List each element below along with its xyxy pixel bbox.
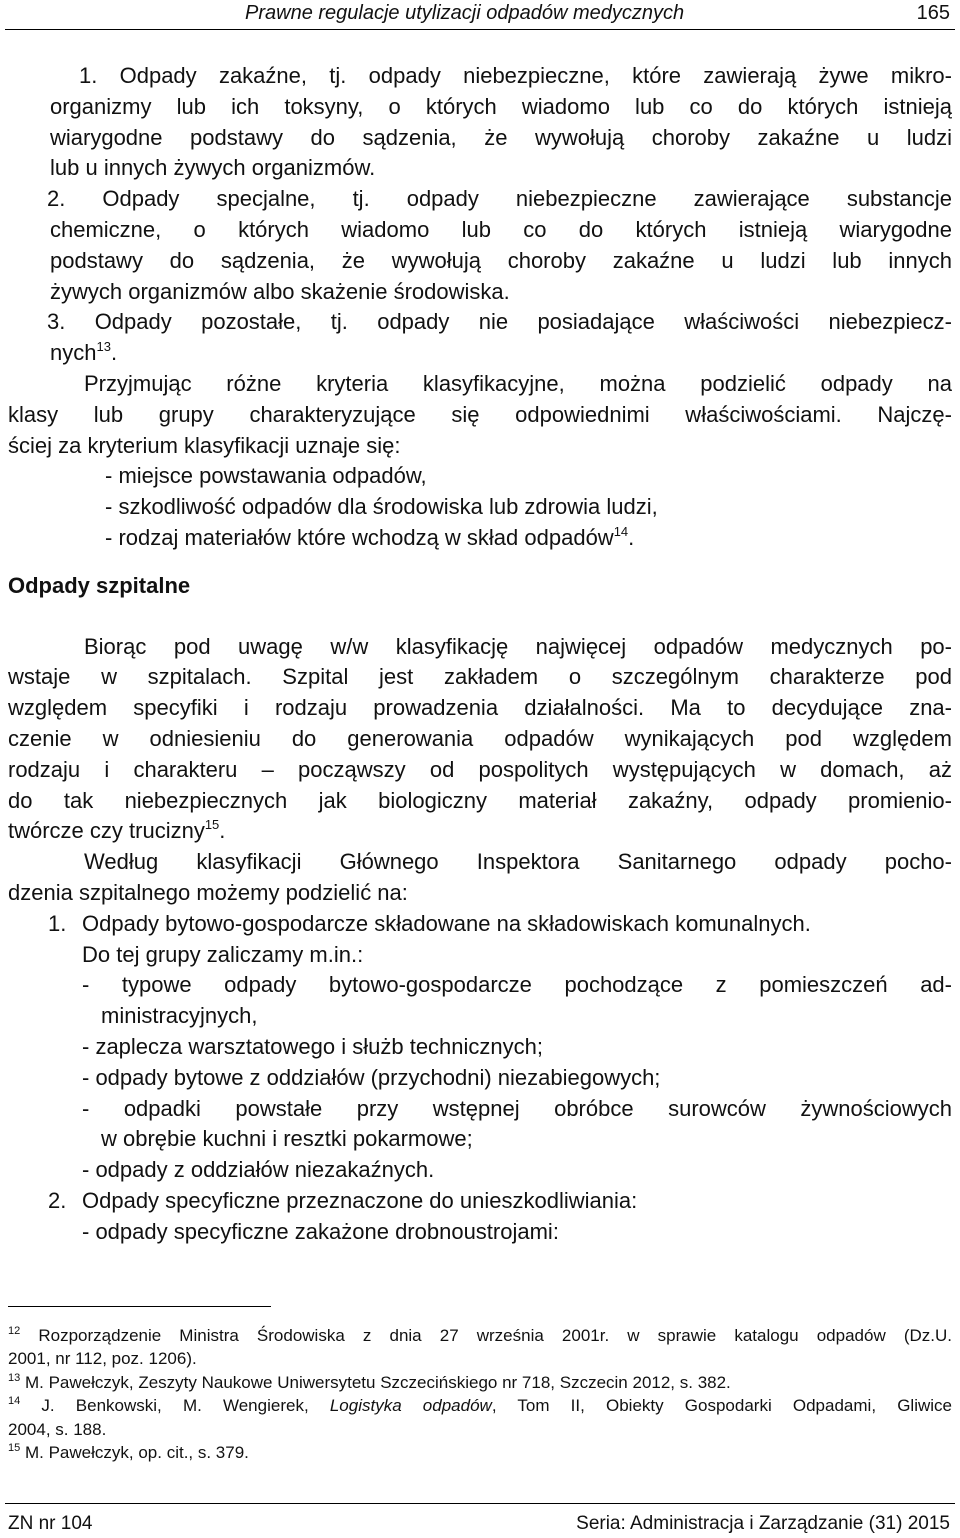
list-number: 2. xyxy=(48,1187,67,1213)
footnote-text: M. Pawełczyk, Zeszyty Naukowe Uniwersytetu Szczecińskiego nr 718, Szczecin 2012, s. 382. xyxy=(24,1372,731,1392)
footer-series: Seria: Administracja i Zarządzanie (31) 2015 xyxy=(576,1513,950,1534)
sub-item: - odpady z oddziałów niezakaźnych. xyxy=(82,1157,435,1183)
list-item xyxy=(47,307,952,369)
text-line: ściej za kryterium klasyfikacji uznaje się: xyxy=(8,432,401,458)
list-item xyxy=(105,523,952,554)
footnote-number: 15 xyxy=(8,1442,21,1455)
paragraph xyxy=(8,847,952,909)
sub-item xyxy=(82,970,952,1032)
text-line: Odpady bytowo-gospodarcze składowane na składowiskach komunalnych. xyxy=(82,910,811,936)
footnote-rule xyxy=(8,1306,271,1307)
text-fragment: . xyxy=(219,818,226,844)
header-rule xyxy=(5,29,955,30)
footnote-number: 14 xyxy=(8,1395,21,1408)
sub-item: - zaplecza warsztatowego i służb technicznych; xyxy=(82,1033,543,1059)
text-line: - typowe odpady bytowo-gospodarcze pochodzące z pomieszczeń ad- xyxy=(82,972,952,998)
text-line: w obrębie kuchni i resztki pokarmowe; xyxy=(101,1126,473,1152)
footnote xyxy=(8,1371,952,1394)
text-line: Odpady specyficzne przeznaczone do unieszkodliwiania: xyxy=(82,1187,638,1213)
text-line: względem specyfiki i rodzaju prowadzenia działalności. Ma to decydujące zna- xyxy=(8,695,952,721)
text-fragment: - rodzaj materiałów które wchodzą w skład odpadów xyxy=(105,524,614,550)
text-line: chemiczne, o których wiadomo lub co do których istnieją wiarygodne xyxy=(50,216,952,242)
text-line: rodzaju i charakteru – począwszy od pospolitych występujących w domach, aż xyxy=(8,756,952,782)
paragraph xyxy=(8,632,952,848)
text-line: do tak niebezpiecznych jak biologiczny materiał zakaźny, odpady promienio- xyxy=(8,787,952,813)
footnote-ref: 13 xyxy=(96,339,111,355)
text-line: klasy lub grupy charakteryzujące się odpowiednimi właściwościami. Najczę- xyxy=(8,401,952,427)
footnote-ref: 14 xyxy=(613,523,629,539)
footnote-text: 2001, nr 112, poz. 1206). xyxy=(8,1349,197,1369)
footnote-text: 2004, s. 188. xyxy=(8,1419,107,1439)
text-line xyxy=(8,816,952,847)
footnote-text: M. Pawełczyk, op. cit., s. 379. xyxy=(24,1443,249,1463)
text-fragment: . xyxy=(110,340,118,366)
footnote xyxy=(8,1394,952,1441)
footnote-text: J. Benkowski, M. Wengierek, xyxy=(41,1396,330,1416)
footnote xyxy=(8,1324,952,1371)
text-fragment: . xyxy=(628,524,635,550)
text-line: Biorąc pod uwagę w/w klasyfikację najwięcej odpadów medycznych po- xyxy=(84,633,952,659)
footnote-ref: 15 xyxy=(204,817,220,833)
paragraph xyxy=(8,369,952,461)
text-line: ministracyjnych, xyxy=(101,1003,258,1029)
running-title: Prawne regulacje utylizacji odpadów medycznych xyxy=(245,2,685,24)
sub-item xyxy=(82,1094,952,1156)
footnote-text: Rozporządzenie Ministra Środowiska z dnia 27 września 2001r. w sprawie katalogu odpadów (Dz.U. xyxy=(38,1326,952,1345)
footnote-number: 13 xyxy=(8,1371,21,1384)
list-item xyxy=(48,909,952,1186)
criteria-list xyxy=(8,461,952,553)
text-fragment: twórcze czy trucizny xyxy=(8,818,205,844)
text-line: lub u innych żywych organizmów. xyxy=(50,155,376,181)
text-line xyxy=(50,338,952,369)
text-line: 1. Odpady zakaźne, tj. odpady niebezpieczne, które zawierają żywe mikro- xyxy=(79,63,952,88)
main-text xyxy=(8,61,952,1247)
sub-item: - odpady bytowe z oddziałów (przychodni) niezabiegowych; xyxy=(82,1064,661,1090)
list-item: - miejsce powstawania odpadów, xyxy=(105,463,427,489)
text-line: Według klasyfikacji Głównego Inspektora Sanitarnego odpady pocho- xyxy=(84,849,952,875)
text-line: Przyjmując różne kryteria klasyfikacyjne, można podzielić odpady na xyxy=(84,370,952,396)
text-line: 2. Odpady specjalne, tj. odpady niebezpieczne zawierające substancje xyxy=(47,186,952,212)
list-number: 1. xyxy=(48,910,67,936)
footnote xyxy=(8,1441,952,1464)
text-line: 3. Odpady pozostałe, tj. odpady nie posiadające właściwości niebezpiecz- xyxy=(47,309,952,335)
footnotes xyxy=(8,1324,952,1464)
section-heading: Odpady szpitalne xyxy=(8,572,191,598)
page-number: 165 xyxy=(916,2,950,24)
text-line: wiarygodne podstawy do sądzenia, że wywołują choroby zakaźne u ludzi xyxy=(50,124,952,150)
text-line: organizmy lub ich toksyny, o których wiadomo lub co do których istnieją xyxy=(50,93,952,119)
text-line: wstaje w szpitalach. Szpital jest zakładem o szczególnym charakterze pod xyxy=(8,664,952,690)
sub-list xyxy=(82,970,952,1186)
text-fragment: nych xyxy=(50,340,97,366)
text-line: - odpadki powstałe przy wstępnej obróbce surowców żywnościowych xyxy=(82,1095,952,1121)
intro-list xyxy=(8,61,952,369)
book-title: Logistyka odpadów xyxy=(329,1396,492,1416)
text-line: dzenia szpitalnego możemy podzielić na: xyxy=(8,879,408,905)
text-line: żywych organizmów albo skażenie środowiska. xyxy=(50,278,510,304)
footer-rule xyxy=(5,1503,955,1504)
sub-item: - odpady specyficzne zakażone drobnoustrojami: xyxy=(82,1218,559,1244)
hospital-list xyxy=(8,909,952,1248)
list-item xyxy=(47,184,952,307)
list-item xyxy=(50,61,952,184)
list-item xyxy=(48,1186,952,1248)
footnote-text: , Tom II, Obiekty Gospodarki Odpadami, Gliwice xyxy=(491,1396,952,1416)
text-line: Do tej grupy zaliczamy m.in.: xyxy=(82,941,364,967)
footer-issue: ZN nr 104 xyxy=(8,1513,93,1534)
list-item: - szkodliwość odpadów dla środowiska lub zdrowia ludzi, xyxy=(105,494,658,520)
footnote-number: 12 xyxy=(8,1325,21,1337)
text-line: podstawy do sądzenia, że wywołują choroby zakaźne u ludzi lub innych xyxy=(50,247,952,273)
text-line: czenie w odniesieniu do generowania odpadów wynikających pod względem xyxy=(8,725,952,751)
